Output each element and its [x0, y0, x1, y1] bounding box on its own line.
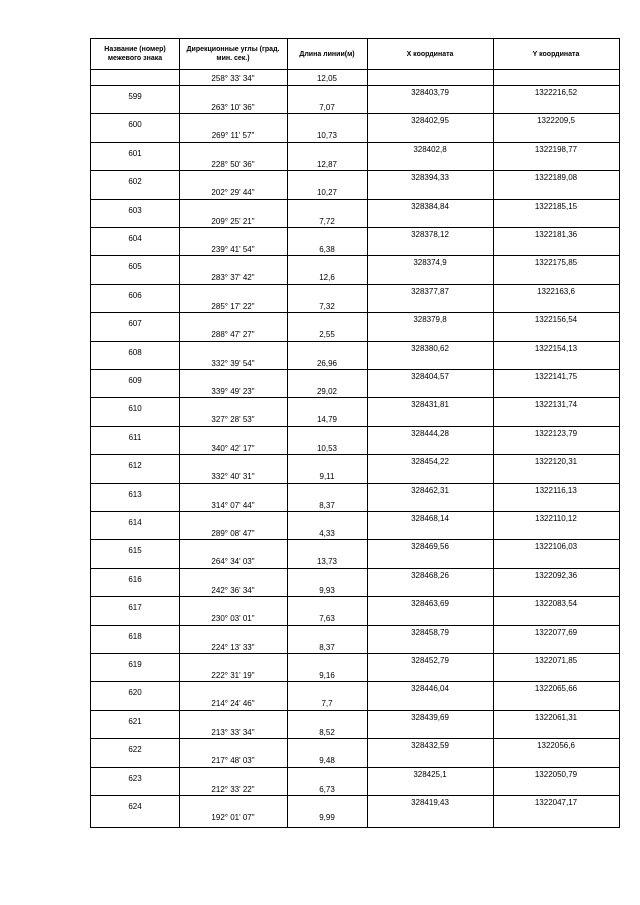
segment-angle: 332° 40' 31"	[211, 472, 255, 482]
header-angles: Дирекционные углы (град. мин. сек.)	[186, 46, 280, 62]
point-name: 613	[128, 489, 142, 499]
point-name: 609	[128, 376, 142, 385]
point-name: 615	[128, 546, 142, 556]
point-name: 610	[128, 404, 142, 414]
segment-length: 10,27	[316, 188, 338, 198]
row-separator	[91, 710, 619, 711]
point-y-coordinate: 1322071,85	[534, 656, 578, 665]
point-x-coordinate: 328394,33	[411, 173, 449, 183]
segment-angle: 228° 50' 36"	[211, 159, 255, 169]
segment-length: 9,93	[319, 585, 335, 595]
point-name: 600	[128, 120, 142, 130]
segment-angle: 269° 11' 57"	[211, 131, 255, 141]
point-y-coordinate: 1322047,17	[534, 798, 578, 807]
point-x-coordinate: 328463,69	[411, 599, 449, 609]
point-x-coordinate: 328402,95	[411, 116, 449, 126]
segment-angle: 212° 33' 22"	[211, 784, 255, 794]
point-y-coordinate: 1322156,54	[534, 315, 578, 325]
point-y-coordinate: 1322198,77	[534, 144, 578, 154]
point-x-coordinate: 328419,43	[411, 798, 449, 807]
point-x-coordinate: 328374,9	[413, 258, 447, 268]
point-name: 607	[128, 319, 142, 329]
row-separator	[91, 568, 619, 569]
row-separator	[91, 341, 619, 342]
point-y-coordinate: 1322175,85	[534, 258, 578, 268]
segment-angle: 289° 08' 47"	[211, 529, 255, 538]
point-y-coordinate: 1322083,54	[534, 599, 578, 609]
segment-length: 7,63	[319, 614, 335, 624]
point-x-coordinate: 328403,79	[411, 88, 449, 97]
segment-length: 9,11	[319, 472, 335, 482]
point-x-coordinate: 328404,57	[411, 372, 449, 381]
point-y-coordinate: 1322110,12	[535, 514, 577, 523]
point-y-coordinate: 1322141,75	[534, 372, 578, 381]
segment-length: 9,16	[319, 671, 335, 680]
point-x-coordinate: 328462,31	[411, 485, 449, 495]
point-y-coordinate: 1322092,36	[534, 570, 578, 580]
point-y-coordinate: 1322185,15	[534, 201, 578, 211]
segment-length: 9,48	[319, 756, 335, 766]
point-x-coordinate: 328446,04	[411, 684, 449, 694]
row-separator	[91, 738, 619, 739]
row-separator	[91, 312, 619, 313]
point-x-coordinate: 328432,59	[411, 741, 449, 751]
point-y-coordinate: 1322106,03	[534, 542, 578, 552]
point-x-coordinate: 328384,84	[411, 201, 449, 211]
segment-length: 8,37	[319, 500, 335, 510]
row-separator	[91, 596, 619, 597]
point-y-coordinate: 1322050,79	[534, 769, 578, 779]
segment-length: 12,6	[319, 273, 335, 283]
row-separator	[91, 170, 619, 171]
point-x-coordinate: 328431,81	[411, 400, 449, 410]
segment-angle: 214° 24' 46"	[211, 699, 255, 709]
header-name: Название (номер) межевого знака	[104, 46, 166, 62]
point-name: 601	[128, 148, 142, 158]
first-segment-length: 12,05	[316, 74, 338, 83]
segment-length: 12,87	[316, 159, 338, 169]
row-separator	[91, 454, 619, 455]
point-y-coordinate: 1322123,79	[534, 428, 578, 438]
segment-angle: 332° 39' 54"	[211, 358, 255, 368]
point-y-coordinate: 1322163,6	[537, 286, 575, 296]
point-name: 619	[128, 660, 142, 669]
point-y-coordinate: 1322116,13	[535, 485, 577, 495]
segment-angle: 192° 01' 07"	[211, 813, 255, 822]
segment-length: 8,52	[319, 727, 335, 737]
segment-angle: 283° 37' 42"	[211, 273, 255, 283]
segment-angle: 340° 42' 17"	[211, 443, 255, 453]
point-name: 599	[128, 92, 142, 101]
point-name: 608	[128, 347, 142, 357]
point-x-coordinate: 328380,62	[411, 343, 449, 353]
segment-angle: 230° 03' 01"	[211, 614, 255, 624]
table-header	[91, 39, 619, 70]
first-segment-angle: 258° 33' 34"	[211, 74, 255, 83]
point-y-coordinate: 1322209,5	[537, 116, 575, 126]
segment-angle: 239° 41' 54"	[211, 245, 255, 254]
point-y-coordinate: 1322216,52	[534, 88, 578, 97]
point-x-coordinate: 328377,87	[411, 286, 449, 296]
point-name: 603	[128, 205, 142, 215]
segment-angle: 242° 36' 34"	[211, 585, 255, 595]
segment-angle: 209° 25' 21"	[211, 216, 255, 226]
header-y: Y координата	[532, 50, 580, 58]
point-name: 624	[128, 802, 142, 811]
point-x-coordinate: 328439,69	[411, 712, 449, 722]
point-x-coordinate: 328402,8	[413, 144, 447, 154]
segment-length: 2,55	[319, 330, 335, 340]
point-name: 602	[128, 177, 142, 187]
row-separator	[91, 227, 619, 228]
row-separator	[91, 369, 619, 370]
segment-length: 4,33	[319, 529, 335, 538]
point-name: 611	[128, 432, 142, 442]
segment-length: 26,96	[316, 358, 338, 368]
segment-length: 7,07	[319, 103, 335, 112]
point-x-coordinate: 328454,22	[411, 457, 449, 467]
segment-length: 6,38	[319, 245, 335, 254]
row-separator	[91, 255, 619, 256]
row-separator	[91, 625, 619, 626]
row-separator	[91, 113, 619, 114]
segment-length: 29,02	[316, 387, 338, 396]
segment-length: 6,73	[319, 784, 335, 794]
row-separator	[91, 539, 619, 540]
segment-angle: 314° 07' 44"	[211, 500, 255, 510]
point-name: 614	[128, 518, 142, 527]
point-y-coordinate: 1322131,74	[534, 400, 578, 410]
point-name: 621	[128, 716, 142, 726]
row-separator	[91, 85, 619, 86]
point-y-coordinate: 1322120,31	[534, 457, 578, 467]
segment-length: 14,79	[316, 415, 338, 425]
segment-length: 7,72	[319, 216, 335, 226]
row-separator	[91, 397, 619, 398]
point-x-coordinate: 328425,1	[413, 769, 447, 779]
point-x-coordinate: 328444,28	[411, 428, 449, 438]
point-y-coordinate: 1322181,36	[534, 230, 578, 239]
row-separator	[91, 767, 619, 768]
segment-length: 7,32	[319, 301, 335, 311]
point-name: 612	[128, 461, 142, 471]
point-name: 605	[128, 262, 142, 272]
row-separator	[91, 199, 619, 200]
segment-angle: 224° 13' 33"	[211, 642, 255, 652]
segment-length: 7,7	[321, 699, 333, 709]
segment-length: 8,37	[319, 642, 335, 652]
point-y-coordinate: 1322154,13	[534, 343, 578, 353]
point-y-coordinate: 1322189,08	[534, 173, 578, 183]
point-name: 617	[128, 603, 142, 613]
point-name: 618	[128, 631, 142, 641]
header-length: Длина линии(м)	[299, 50, 355, 58]
row-separator	[91, 511, 619, 512]
point-y-coordinate: 1322061,31	[534, 712, 578, 722]
segment-angle: 327° 28' 53"	[211, 415, 255, 425]
segment-angle: 213° 33' 34"	[211, 727, 255, 737]
point-x-coordinate: 328468,14	[411, 514, 449, 523]
point-x-coordinate: 328458,79	[411, 627, 449, 637]
segment-angle: 285° 17' 22"	[211, 301, 255, 311]
row-separator	[91, 426, 619, 427]
point-x-coordinate: 328452,79	[411, 656, 449, 665]
header-x: X координата	[406, 50, 454, 58]
point-y-coordinate: 1322065,66	[534, 684, 578, 694]
segment-length: 13,73	[316, 557, 338, 567]
segment-angle: 264° 34' 03"	[211, 557, 255, 567]
row-separator	[91, 284, 619, 285]
point-x-coordinate: 328378,12	[411, 230, 449, 239]
segment-angle: 202° 29' 44"	[211, 188, 255, 198]
row-separator	[91, 653, 619, 654]
point-y-coordinate: 1322077,69	[534, 627, 578, 637]
segment-length: 9,99	[319, 813, 335, 822]
point-x-coordinate: 328379,8	[413, 315, 447, 325]
row-separator	[91, 483, 619, 484]
segment-angle: 339° 49' 23"	[211, 387, 255, 396]
row-separator	[91, 681, 619, 682]
row-separator	[91, 142, 619, 143]
point-name: 622	[128, 745, 142, 755]
segment-angle: 288° 47' 27"	[211, 330, 255, 340]
segment-length: 10,53	[316, 443, 338, 453]
point-y-coordinate: 1322056,6	[537, 741, 575, 751]
segment-angle: 222° 31' 19"	[211, 671, 255, 680]
point-x-coordinate: 328469,56	[411, 542, 449, 552]
boundary-points-table	[90, 38, 620, 828]
point-name: 620	[128, 688, 142, 698]
point-name: 616	[128, 574, 142, 584]
segment-length: 10,73	[316, 131, 338, 141]
point-name: 606	[128, 290, 142, 300]
segment-angle: 217° 48' 03"	[211, 756, 255, 766]
row-separator	[91, 795, 619, 796]
segment-angle: 263° 10' 36"	[211, 103, 255, 112]
point-name: 604	[128, 234, 142, 243]
point-x-coordinate: 328468,26	[411, 570, 449, 580]
point-name: 623	[128, 773, 142, 783]
